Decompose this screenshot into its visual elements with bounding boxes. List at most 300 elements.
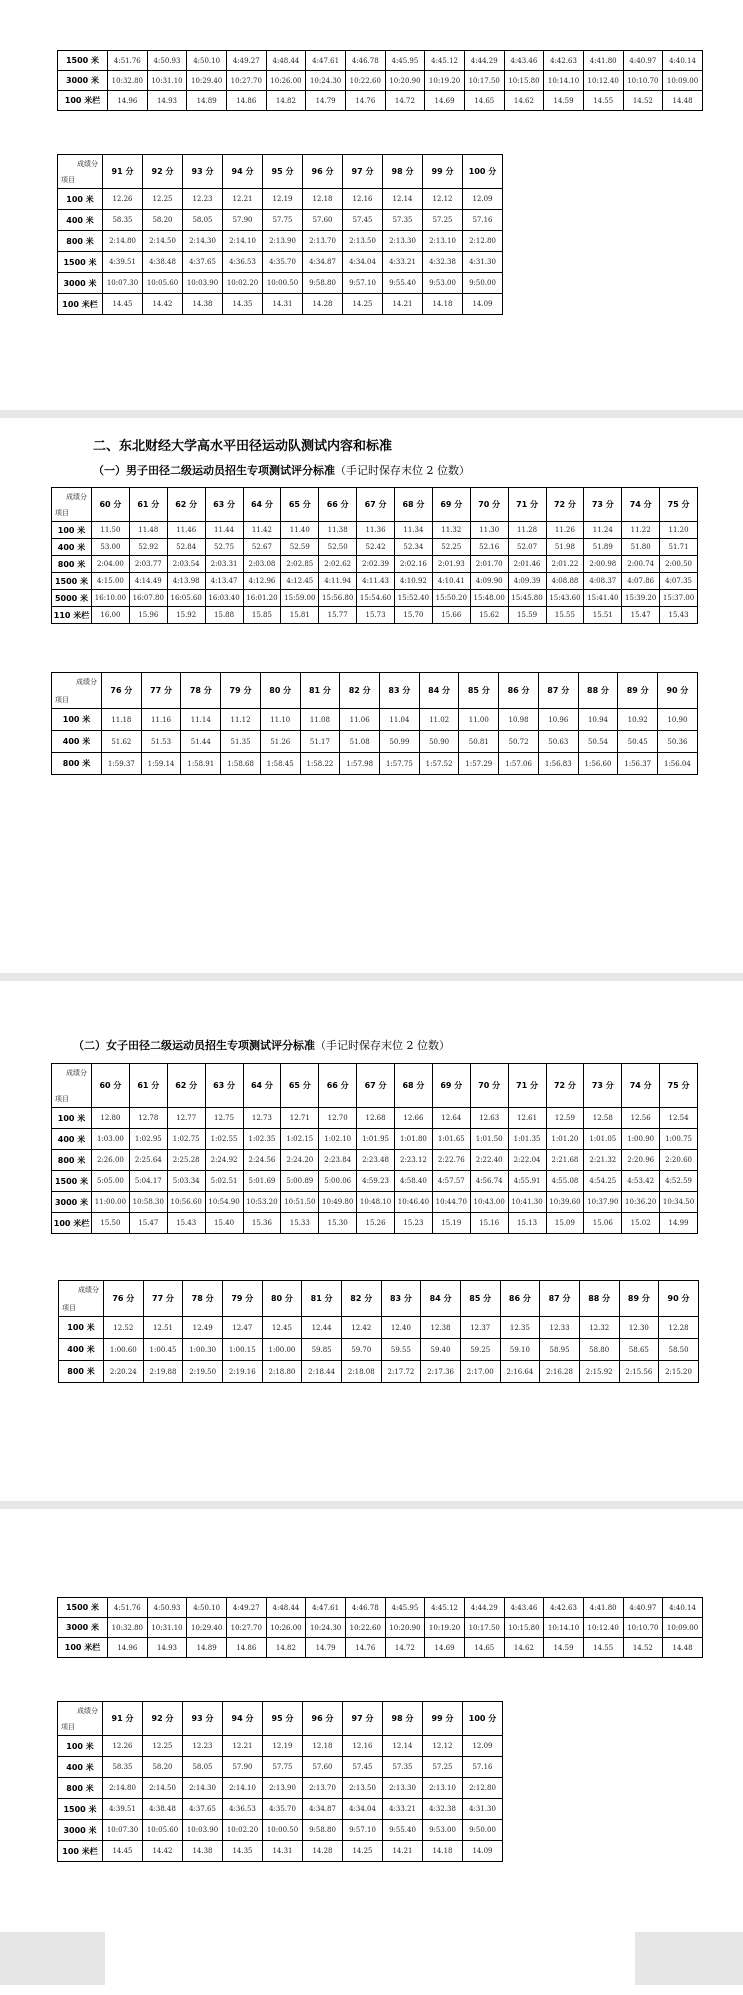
table-cell: 14.38: [183, 294, 223, 315]
table-cell: 15:59.00: [281, 590, 319, 607]
column-header: 88 分: [578, 673, 618, 709]
row-label: 100 米栏: [58, 1638, 108, 1658]
table-cell: 10:20.90: [385, 71, 425, 91]
table-cell: 12.78: [129, 1108, 167, 1129]
table-cell: 10:00.50: [263, 273, 303, 294]
table-cell: 15:37.00: [660, 590, 698, 607]
table-cell: 2:14.10: [223, 231, 263, 252]
score-table-continued: [57, 50, 703, 111]
table-cell: 15:48.00: [470, 590, 508, 607]
column-header: 80 分: [262, 1281, 302, 1317]
table-cell: 12.28: [659, 1317, 699, 1339]
table-cell: 59.85: [302, 1339, 342, 1361]
row-label: 400 米: [52, 539, 92, 556]
table-cell: 14.62: [504, 1638, 544, 1658]
table-cell: 57.75: [263, 1757, 303, 1778]
row-label: 100 米栏: [58, 294, 103, 315]
table-cell: 1:01.20: [546, 1129, 584, 1150]
column-header: 94 分: [223, 1702, 263, 1736]
table-cell: 12.51: [143, 1317, 183, 1339]
table-header-row: [52, 1064, 698, 1108]
row-label: 800 米: [52, 1150, 92, 1171]
score-table-continued-repeat: [57, 1597, 703, 1658]
table-cell: 11.12: [221, 709, 261, 731]
table-cell: 11.06: [340, 709, 380, 731]
table-cell: 14.18: [423, 294, 463, 315]
table-cell: 51.44: [181, 731, 221, 753]
table-cell: 15.16: [470, 1213, 508, 1234]
table-cell: 1:56.83: [538, 753, 578, 775]
table-cell: 4:45.12: [425, 1598, 465, 1618]
table-cell: 50.72: [499, 731, 539, 753]
table-cell: 9:50.00: [463, 273, 503, 294]
table-cell: 1:57.06: [499, 753, 539, 775]
table-cell: 1:02.95: [129, 1129, 167, 1150]
table-cell: 53.00: [92, 539, 130, 556]
corner-label-score: 成绩分: [77, 1707, 98, 1715]
table-cell: 14.96: [108, 91, 148, 111]
table-cell: 9:57.10: [343, 273, 383, 294]
table-cell: 10:09.00: [663, 71, 703, 91]
table-cell: 52.84: [167, 539, 205, 556]
table-cell: 2:04.00: [92, 556, 130, 573]
table-cell: 2:17.36: [421, 1361, 461, 1383]
column-header: 95 分: [263, 155, 303, 189]
table-cell: 4:50.93: [147, 1598, 187, 1618]
row-label: 3000 米: [58, 71, 108, 91]
column-header: 67 分: [357, 1064, 395, 1108]
row-label: 100 米: [52, 709, 102, 731]
table-cell: 2:00.50: [660, 556, 698, 573]
table-cell: 59.70: [341, 1339, 381, 1361]
men-score-table-76-90: [51, 672, 698, 775]
table-cell: 10:10.70: [623, 71, 663, 91]
table-row: [58, 1598, 703, 1618]
column-header: 70 分: [470, 488, 508, 522]
table-cell: 4:11.43: [357, 573, 395, 590]
table-cell: 4:34.04: [343, 1799, 383, 1820]
table-cell: 11.10: [260, 709, 300, 731]
column-header: 71 分: [508, 488, 546, 522]
table-cell: 2:24.20: [281, 1150, 319, 1171]
subsection-note: （手记时保存末位 2 位数）: [335, 464, 470, 477]
table-cell: 9:53.00: [423, 1820, 463, 1841]
table-cell: 4:53.42: [622, 1171, 660, 1192]
row-label: 800 米: [58, 1778, 103, 1799]
table-cell: 15.30: [319, 1213, 357, 1234]
table-cell: 50.81: [459, 731, 499, 753]
column-header: 86 分: [500, 1281, 540, 1317]
table-cell: 2:12.80: [463, 1778, 503, 1799]
table-cell: 2:22.40: [470, 1150, 508, 1171]
table-cell: 50.54: [578, 731, 618, 753]
table-cell: 10:56.60: [167, 1192, 205, 1213]
corner-label-event: 项目: [55, 1095, 69, 1103]
row-label: 100 米: [52, 1108, 92, 1129]
column-header: 62 分: [167, 1064, 205, 1108]
table-corner-cell: [52, 1064, 92, 1108]
table-row: [52, 573, 698, 590]
column-header: 98 分: [383, 1702, 423, 1736]
table-cell: 12.45: [262, 1317, 302, 1339]
column-header: 80 分: [260, 673, 300, 709]
table-cell: 5:01.69: [243, 1171, 281, 1192]
corner-label-event: 项目: [61, 176, 75, 184]
table-cell: 57.25: [423, 210, 463, 231]
table-cell: 2:21.32: [584, 1150, 622, 1171]
table-cell: 4:42.63: [544, 1598, 584, 1618]
corner-label-event: 项目: [62, 1304, 76, 1312]
row-label: 100 米: [59, 1317, 104, 1339]
table-cell: 14.48: [663, 1638, 703, 1658]
table-cell: 14.86: [226, 1638, 266, 1658]
corner-label-event: 项目: [55, 696, 69, 704]
table-cell: 10:27.70: [226, 1618, 266, 1638]
table-cell: 2:13.90: [263, 1778, 303, 1799]
table-cell: 2:01.46: [508, 556, 546, 573]
table-cell: 14.25: [343, 294, 383, 315]
column-header: 87 分: [538, 673, 578, 709]
table-cell: 4:39.51: [103, 1799, 143, 1820]
row-label: 400 米: [58, 210, 103, 231]
table-cell: 2:18.80: [262, 1361, 302, 1383]
table-cell: 2:24.92: [205, 1150, 243, 1171]
table-cell: 58.05: [183, 210, 223, 231]
table-cell: 4:55.91: [508, 1171, 546, 1192]
table-cell: 15:41.40: [584, 590, 622, 607]
table-cell: 50.45: [618, 731, 658, 753]
page-separator: [0, 1501, 743, 1509]
table-cell: 10:34.50: [660, 1192, 698, 1213]
table-cell: 51.08: [340, 731, 380, 753]
table-cell: 51.89: [584, 539, 622, 556]
table-header-row: [52, 673, 698, 709]
table-cell: 11.18: [102, 709, 142, 731]
table-cell: 4:12.45: [281, 573, 319, 590]
table-cell: 1:57.98: [340, 753, 380, 775]
table-row: [52, 522, 698, 539]
table-row: [52, 709, 698, 731]
table-cell: 11.04: [380, 709, 420, 731]
column-header: 65 分: [281, 488, 319, 522]
table-cell: 9:50.00: [463, 1820, 503, 1841]
table-cell: 11.14: [181, 709, 221, 731]
table-cell: 10:12.40: [583, 1618, 623, 1638]
table-cell: 14.28: [303, 1841, 343, 1862]
table-cell: 2:13.70: [303, 231, 343, 252]
column-header: 77 分: [143, 1281, 183, 1317]
table-row: [52, 1213, 698, 1234]
table-cell: 10:02.20: [223, 273, 263, 294]
table-cell: 2:19.88: [143, 1361, 183, 1383]
table-cell: 1:56.60: [578, 753, 618, 775]
table-cell: 15.33: [281, 1213, 319, 1234]
table-cell: 12.52: [104, 1317, 144, 1339]
table-cell: 57.45: [343, 210, 383, 231]
table-row: [52, 607, 698, 624]
table-cell: 2:14.10: [223, 1778, 263, 1799]
table-cell: 11.46: [167, 522, 205, 539]
table-cell: 14.31: [263, 294, 303, 315]
table-cell: 2:02.85: [281, 556, 319, 573]
table-cell: 51.71: [660, 539, 698, 556]
table-cell: 2:13.10: [423, 1778, 463, 1799]
table-cell: 15.13: [508, 1213, 546, 1234]
table-cell: 14.28: [303, 294, 343, 315]
table-cell: 4:08.88: [546, 573, 584, 590]
column-header: 75 分: [660, 488, 698, 522]
table-cell: 57.75: [263, 210, 303, 231]
row-label: 800 米: [52, 556, 92, 573]
table-cell: 2:01.22: [546, 556, 584, 573]
table-cell: 2:14.50: [143, 1778, 183, 1799]
table-cell: 12.71: [281, 1108, 319, 1129]
row-label: 1500 米: [58, 51, 108, 71]
table-cell: 2:24.56: [243, 1150, 281, 1171]
table-cell: 12.68: [357, 1108, 395, 1129]
table-cell: 57.16: [463, 1757, 503, 1778]
table-cell: 2:02.16: [395, 556, 433, 573]
table-cell: 52.16: [470, 539, 508, 556]
table-cell: 1:57.52: [419, 753, 459, 775]
table-cell: 2:03.54: [167, 556, 205, 573]
table-cell: 2:21.68: [546, 1150, 584, 1171]
column-header: 86 分: [499, 673, 539, 709]
table-cell: 10:10.70: [623, 1618, 663, 1638]
column-header: 90 分: [659, 1281, 699, 1317]
table-cell: 10:31.10: [147, 71, 187, 91]
table-cell: 4:50.10: [187, 1598, 227, 1618]
table-cell: 1:00.45: [143, 1339, 183, 1361]
subsection-title-women: [73, 1037, 450, 1053]
table-row: [58, 210, 503, 231]
table-cell: 15.43: [660, 607, 698, 624]
table-cell: 2:13.50: [343, 231, 383, 252]
table-cell: 12.32: [579, 1317, 619, 1339]
table-cell: 4:56.74: [470, 1171, 508, 1192]
table-cell: 1:01.35: [508, 1129, 546, 1150]
table-row: [58, 294, 503, 315]
row-label: 100 米: [52, 522, 92, 539]
table-cell: 4:40.14: [663, 1598, 703, 1618]
table-cell: 15.66: [432, 607, 470, 624]
table-cell: 1:56.04: [658, 753, 698, 775]
table-cell: 10:00.50: [263, 1820, 303, 1841]
table-corner-cell: [58, 155, 103, 189]
table-cell: 12.64: [432, 1108, 470, 1129]
table-cell: 4:32.38: [423, 252, 463, 273]
table-cell: 4:38.48: [143, 252, 183, 273]
table-cell: 2:00.98: [584, 556, 622, 573]
table-cell: 14.93: [147, 1638, 187, 1658]
men-score-table-60-75: [51, 487, 698, 624]
table-cell: 11.20: [660, 522, 698, 539]
table-cell: 4:09.39: [508, 573, 546, 590]
table-cell: 4:40.97: [623, 1598, 663, 1618]
table-cell: 4:49.27: [226, 51, 266, 71]
table-corner-cell: [52, 488, 92, 522]
table-cell: 4:50.10: [187, 51, 227, 71]
table-cell: 2:01.93: [432, 556, 470, 573]
table-cell: 12.56: [622, 1108, 660, 1129]
table-cell: 4:45.95: [385, 51, 425, 71]
row-label: 110 米栏: [52, 607, 92, 624]
table-cell: 4:33.21: [383, 1799, 423, 1820]
table-cell: 4:31.30: [463, 1799, 503, 1820]
table-row: [58, 51, 703, 71]
column-header: 79 分: [222, 1281, 262, 1317]
table-cell: 10:24.30: [306, 1618, 346, 1638]
document-page-1: [0, 0, 743, 410]
row-label: 1500 米: [58, 252, 103, 273]
table-cell: 4:41.80: [583, 1598, 623, 1618]
table-cell: 2:18.44: [302, 1361, 342, 1383]
column-header: 100 分: [463, 155, 503, 189]
table-cell: 10:02.20: [223, 1820, 263, 1841]
table-cell: 2:14.30: [183, 231, 223, 252]
table-cell: 57.35: [383, 1757, 423, 1778]
table-cell: 57.45: [343, 1757, 383, 1778]
column-header: 79 分: [221, 673, 261, 709]
table-cell: 2:20.96: [622, 1150, 660, 1171]
table-cell: 4:51.76: [108, 1598, 148, 1618]
table-cell: 14.42: [143, 1841, 183, 1862]
table-row: [52, 539, 698, 556]
table-cell: 14.31: [263, 1841, 303, 1862]
table-cell: 10.98: [499, 709, 539, 731]
table-cell: 4:34.04: [343, 252, 383, 273]
subsection-title-men: [93, 462, 470, 478]
table-cell: 4:13.47: [205, 573, 243, 590]
table-cell: 12.47: [222, 1317, 262, 1339]
table-cell: 10:26.00: [266, 1618, 306, 1638]
row-label: 100 米栏: [58, 1841, 103, 1862]
table-cell: 52.34: [395, 539, 433, 556]
table-cell: 10:09.00: [663, 1618, 703, 1638]
table-cell: 11.34: [395, 522, 433, 539]
table-cell: 11.32: [432, 522, 470, 539]
table-corner-cell: [52, 673, 102, 709]
column-header: 68 分: [395, 488, 433, 522]
table-cell: 10:54.90: [205, 1192, 243, 1213]
table-cell: 2:15.20: [659, 1361, 699, 1383]
table-cell: 14.86: [226, 91, 266, 111]
column-header: 82 分: [340, 673, 380, 709]
column-header: 92 分: [143, 155, 183, 189]
table-cell: 1:02.55: [205, 1129, 243, 1150]
column-header: 70 分: [470, 1064, 508, 1108]
row-label: 3000 米: [58, 1618, 108, 1638]
row-label: 100 米栏: [52, 1213, 92, 1234]
table-cell: 1:00.90: [622, 1129, 660, 1150]
table-cell: 10:15.80: [504, 71, 544, 91]
table-cell: 10:26.00: [266, 71, 306, 91]
table-cell: 4:42.63: [544, 51, 584, 71]
table-cell: 1:02.10: [319, 1129, 357, 1150]
table-cell: 12.59: [546, 1108, 584, 1129]
table-cell: 2:15.56: [619, 1361, 659, 1383]
column-header: 93 分: [183, 155, 223, 189]
table-cell: 12.49: [183, 1317, 223, 1339]
table-cell: 2:00.74: [622, 556, 660, 573]
row-label: 1500 米: [52, 573, 92, 590]
table-cell: 4:35.70: [263, 1799, 303, 1820]
table-cell: 2:14.50: [143, 231, 183, 252]
table-cell: 1:03.00: [92, 1129, 130, 1150]
table-header-row: [59, 1281, 699, 1317]
women-score-table-76-90: [58, 1280, 699, 1383]
row-label: 400 米: [52, 731, 102, 753]
table-cell: 11.50: [92, 522, 130, 539]
table-cell: 14.35: [223, 294, 263, 315]
table-cell: 1:58.68: [221, 753, 261, 775]
table-cell: 50.99: [380, 731, 420, 753]
table-cell: 4:11.94: [319, 573, 357, 590]
table-cell: 2:22.04: [508, 1150, 546, 1171]
table-cell: 11.02: [419, 709, 459, 731]
column-header: 98 分: [383, 155, 423, 189]
table-cell: 2:16.64: [500, 1361, 540, 1383]
table-cell: 10:24.30: [306, 71, 346, 91]
table-row: [58, 1618, 703, 1638]
table-cell: 14.76: [345, 91, 385, 111]
table-cell: 12.80: [92, 1108, 130, 1129]
table-cell: 4:36.53: [223, 252, 263, 273]
corner-label-score: 成绩分: [77, 160, 98, 168]
table-cell: 12.16: [343, 1736, 383, 1757]
table-cell: 10:48.10: [357, 1192, 395, 1213]
table-cell: 10:53.20: [243, 1192, 281, 1213]
table-cell: 14.25: [343, 1841, 383, 1862]
table-cell: 4:10.92: [395, 573, 433, 590]
table-cell: 4:40.97: [623, 51, 663, 71]
column-header: 60 分: [92, 488, 130, 522]
table-cell: 11.38: [319, 522, 357, 539]
table-cell: 11.00: [459, 709, 499, 731]
row-label: 400 米: [52, 1129, 92, 1150]
table-cell: 10:05.60: [143, 1820, 183, 1841]
table-cell: 4:14.49: [129, 573, 167, 590]
table-cell: 14.93: [147, 91, 187, 111]
table-cell: 15.77: [319, 607, 357, 624]
table-cell: 4:49.27: [226, 1598, 266, 1618]
table-cell: 58.65: [619, 1339, 659, 1361]
table-cell: 14.55: [583, 1638, 623, 1658]
table-cell: 10:29.40: [187, 71, 227, 91]
table-cell: 12.09: [463, 1736, 503, 1757]
table-cell: 14.21: [383, 1841, 423, 1862]
table-cell: 12.16: [343, 189, 383, 210]
table-row: [58, 252, 503, 273]
table-cell: 15.50: [92, 1213, 130, 1234]
table-cell: 12.38: [421, 1317, 461, 1339]
table-cell: 4:59.23: [357, 1171, 395, 1192]
table-cell: 12.19: [263, 1736, 303, 1757]
table-cell: 1:59.37: [102, 753, 142, 775]
column-header: 83 分: [381, 1281, 421, 1317]
table-cell: 15:56.80: [319, 590, 357, 607]
table-cell: 15.51: [584, 607, 622, 624]
table-cell: 52.42: [357, 539, 395, 556]
table-cell: 2:22.76: [432, 1150, 470, 1171]
table-cell: 15.09: [546, 1213, 584, 1234]
table-cell: 59.40: [421, 1339, 461, 1361]
corner-label-score: 成绩分: [66, 493, 87, 501]
table-cell: 4:33.21: [383, 252, 423, 273]
table-cell: 14.99: [660, 1213, 698, 1234]
table-cell: 14.45: [103, 1841, 143, 1862]
table-header-row: [58, 1702, 503, 1736]
